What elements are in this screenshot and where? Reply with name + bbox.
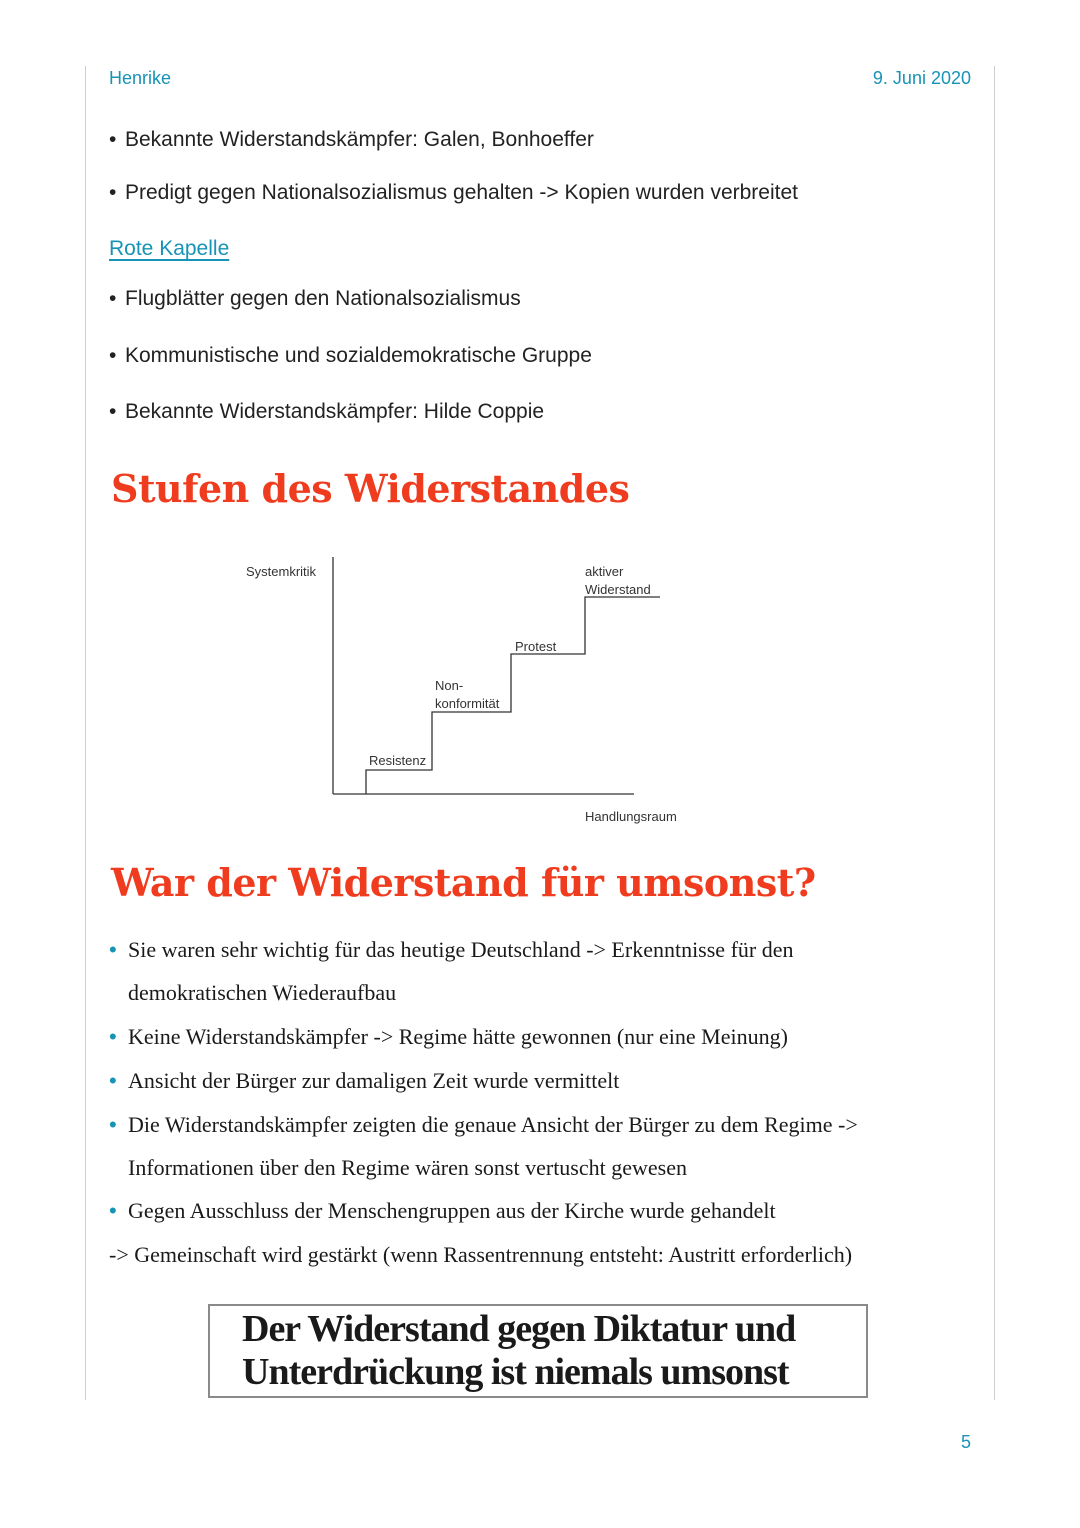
list-item: • Ansicht der Bürger zur damaligen Zeit wurde vermittelt: [109, 1068, 620, 1093]
list-item: • Flugblätter gegen den Nationalsozialismus: [109, 287, 521, 310]
step-label-nonkonformitaet-1: Non-: [435, 678, 464, 693]
author-name: Henrike: [109, 68, 172, 88]
bullet-icon: •: [109, 287, 117, 310]
list-item: • Keine Widerstandskämpfer -> Regime hätte gewonnen (nur eine Meinung): [109, 1024, 788, 1049]
bullet-icon: •: [109, 344, 117, 367]
list-item: • Sie waren sehr wichtig für das heutige Deutschland -> Erkenntnisse für den: [109, 937, 794, 962]
list-item: • Predigt gegen Nationalsozialismus gehalten -> Kopien wurden verbreitet: [109, 181, 798, 204]
step-label-nonkonformitaet-2: konformität: [435, 696, 500, 711]
list-item-continuation: demokratischen Wiederaufbau: [128, 980, 397, 1005]
step-label-protest: Protest: [515, 639, 557, 654]
document-date: 9. Juni 2020: [872, 68, 971, 88]
section-heading: Stufen des Widerstandes: [111, 466, 630, 511]
list-item: • Die Widerstandskämpfer zeigten die genaue Ansicht der Bürger zu dem Regime ->: [109, 1112, 858, 1137]
section-heading: War der Widerstand für umsonst?: [111, 860, 816, 905]
bullet-icon: •: [109, 400, 117, 423]
bullet-icon: •: [109, 1198, 117, 1223]
bullet-icon: •: [109, 128, 117, 151]
quote-line-2: Unterdrückung ist niemals umsonst: [242, 1351, 789, 1393]
step-label-widerstand: Widerstand: [585, 582, 651, 597]
step-label-resistenz: Resistenz: [369, 753, 427, 768]
bullet-icon: •: [109, 1068, 117, 1093]
bullet-icon: •: [109, 1024, 117, 1049]
x-axis-label: Handlungsraum: [585, 809, 677, 824]
quote-box: [208, 1304, 868, 1398]
list-item: • Bekannte Widerstandskämpfer: Galen, Bonhoeffer: [109, 128, 594, 151]
page-number: 5: [960, 1432, 971, 1452]
bullet-icon: •: [109, 1112, 117, 1137]
bullet-icon: •: [109, 181, 117, 204]
list-item-continuation: Informationen über den Regime wären sonst vertuscht gewesen: [128, 1155, 687, 1180]
y-axis-label: Systemkritik: [246, 564, 317, 579]
list-item: • Gegen Ausschluss der Menschengruppen aus der Kirche wurde gehandelt: [109, 1198, 776, 1223]
section-subtitle: Rote Kapelle: [109, 237, 230, 260]
step-label-aktiver: aktiver: [585, 564, 624, 579]
list-item: • Kommunistische und sozialdemokratische Gruppe: [109, 344, 592, 367]
conclusion-line: -> Gemeinschaft wird gestärkt (wenn Rassentrennung entsteht: Austritt erforderlich): [109, 1242, 853, 1267]
bullet-icon: •: [109, 937, 117, 962]
list-item: • Bekannte Widerstandskämpfer: Hilde Coppie: [109, 400, 545, 423]
quote-line-1: Der Widerstand gegen Diktatur und: [242, 1308, 796, 1350]
